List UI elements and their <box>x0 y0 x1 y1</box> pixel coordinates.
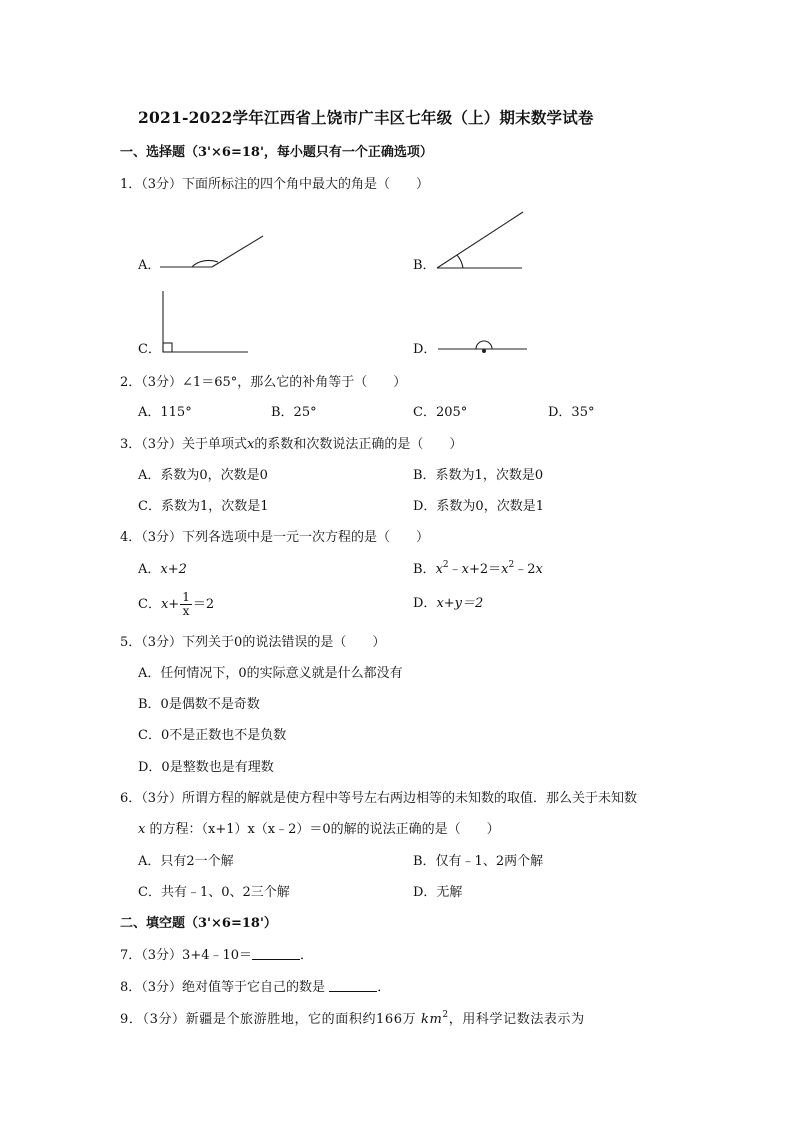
question-9-unit: km <box>421 1012 443 1027</box>
question-4-option-c-pre: x+ <box>160 597 180 612</box>
question-2-option-a: A．115° <box>138 405 192 420</box>
question-4-stem: 4．（3分）下列各选项中是一元一次方程的是（ ） <box>120 530 430 545</box>
question-4-option-c-fraction <box>180 591 192 618</box>
question-9-exponent: 2 <box>442 1010 449 1020</box>
angle-diagram-c <box>160 290 260 360</box>
question-5-stem: 5．（3分）下列关于0的说法错误的是（ ） <box>120 635 386 650</box>
section-heading-fill: 二、填空题（3'×6=18'） <box>120 916 277 931</box>
section-heading-choice: 一、选择题（3'×6=18'，每小题只有一个正确选项） <box>120 145 433 160</box>
question-1-option-b-label: B． <box>413 258 436 273</box>
fraction-denominator: x <box>182 604 190 618</box>
page-title: 2021-2022学年江西省上饶市广丰区七年级（上）期末数学试卷 <box>138 108 594 127</box>
fraction-numerator: 1 <box>182 590 190 604</box>
question-7 <box>120 948 313 962</box>
question-7-end: ． <box>300 948 314 963</box>
question-4-option-c-label: C． <box>138 597 161 612</box>
question-1-option-d-label: D． <box>413 342 437 357</box>
question-4-option-b-label: B． <box>413 562 436 577</box>
question-3-option-c: C．系数为1，次数是1 <box>138 499 269 514</box>
question-3-option-d: D．系数为0，次数是1 <box>413 499 544 514</box>
question-8-stem: 8．（3分）绝对值等于它自己的数是 <box>120 980 326 995</box>
question-4-option-d <box>413 597 483 610</box>
question-6-option-d: D．无解 <box>413 885 463 900</box>
question-4-option-c-post: ＝2 <box>192 597 215 612</box>
question-9-stem: 9．（3分）新疆是个旅游胜地，它的面积约166万 <box>120 1012 417 1027</box>
question-4-option-d-expr: x+y＝2 <box>436 596 484 611</box>
answer-blank <box>329 980 377 992</box>
angle-diagram-d <box>438 340 548 360</box>
question-5-option-d: D．0是整数也是有理数 <box>138 760 274 775</box>
question-2-option-c: C．205° <box>413 405 468 420</box>
question-1-option-c-label: C． <box>138 342 161 357</box>
question-4-option-d-label: D． <box>413 596 437 611</box>
question-6-stem-text: 的方程：（x+1）x（x﹣2）＝0的解的说法正确的是（ ） <box>149 822 500 837</box>
question-3-stem-pre: 3．（3分）关于单项式 <box>120 437 248 452</box>
question-2-stem: 2．（3分）∠1＝65°，那么它的补角等于（ ） <box>120 375 407 390</box>
question-2-option-d: D．35° <box>548 405 595 420</box>
question-4-option-a-label: A． <box>138 562 161 577</box>
question-3-option-b: B．系数为1，次数是0 <box>413 468 544 483</box>
question-1-stem: 1．（3分）下面所标注的四个角中最大的角是（ ） <box>120 177 430 192</box>
answer-blank <box>252 948 300 960</box>
question-4-option-a <box>138 563 187 576</box>
question-3-stem-var: x <box>247 437 255 452</box>
question-4-option-a-expr: x+2 <box>160 562 187 577</box>
question-6-option-c: C．共有﹣1、0、2三个解 <box>138 885 290 900</box>
question-2-option-b: B．25° <box>271 405 317 420</box>
question-4-option-c <box>138 591 214 618</box>
question-9-tail: ，用科学记数法表示为 <box>448 1012 585 1027</box>
question-3-option-a: A．系数为0，次数是0 <box>138 468 268 483</box>
question-5-option-a: A．任何情况下，0的实际意义就是什么都没有 <box>138 666 403 681</box>
question-7-stem: 7．（3分）3+4﹣10＝ <box>120 948 253 963</box>
question-8-end: ． <box>377 980 391 995</box>
question-6-option-a: A．只有2一个解 <box>138 854 234 869</box>
question-8 <box>120 980 390 994</box>
question-4-option-b-expr: $x^2﹣x+2=x^2﹣2x$ <box>435 560 543 577</box>
angle-diagram-b <box>435 210 545 280</box>
question-9 <box>120 1010 585 1027</box>
question-3-stem-post: 的系数和次数说法正确的是（ ） <box>254 437 463 452</box>
question-5-option-c: C．0不是正数也不是负数 <box>138 728 287 743</box>
angle-diagram-a <box>160 232 280 272</box>
question-4-option-b <box>413 560 543 577</box>
question-6-stem-line2 <box>138 823 500 836</box>
question-5-option-b: B．0是偶数不是奇数 <box>138 697 260 712</box>
question-1-option-a-label: A． <box>138 258 161 273</box>
question-6-option-b: B．仅有﹣1、2两个解 <box>413 854 544 869</box>
question-3-stem <box>120 438 462 451</box>
question-6-stem-line1: 6．（3分）所谓方程的解就是使方程中等号左右两边相等的未知数的取值．那么关于未知数 <box>120 791 638 806</box>
question-6-stem-var: x <box>138 822 146 837</box>
